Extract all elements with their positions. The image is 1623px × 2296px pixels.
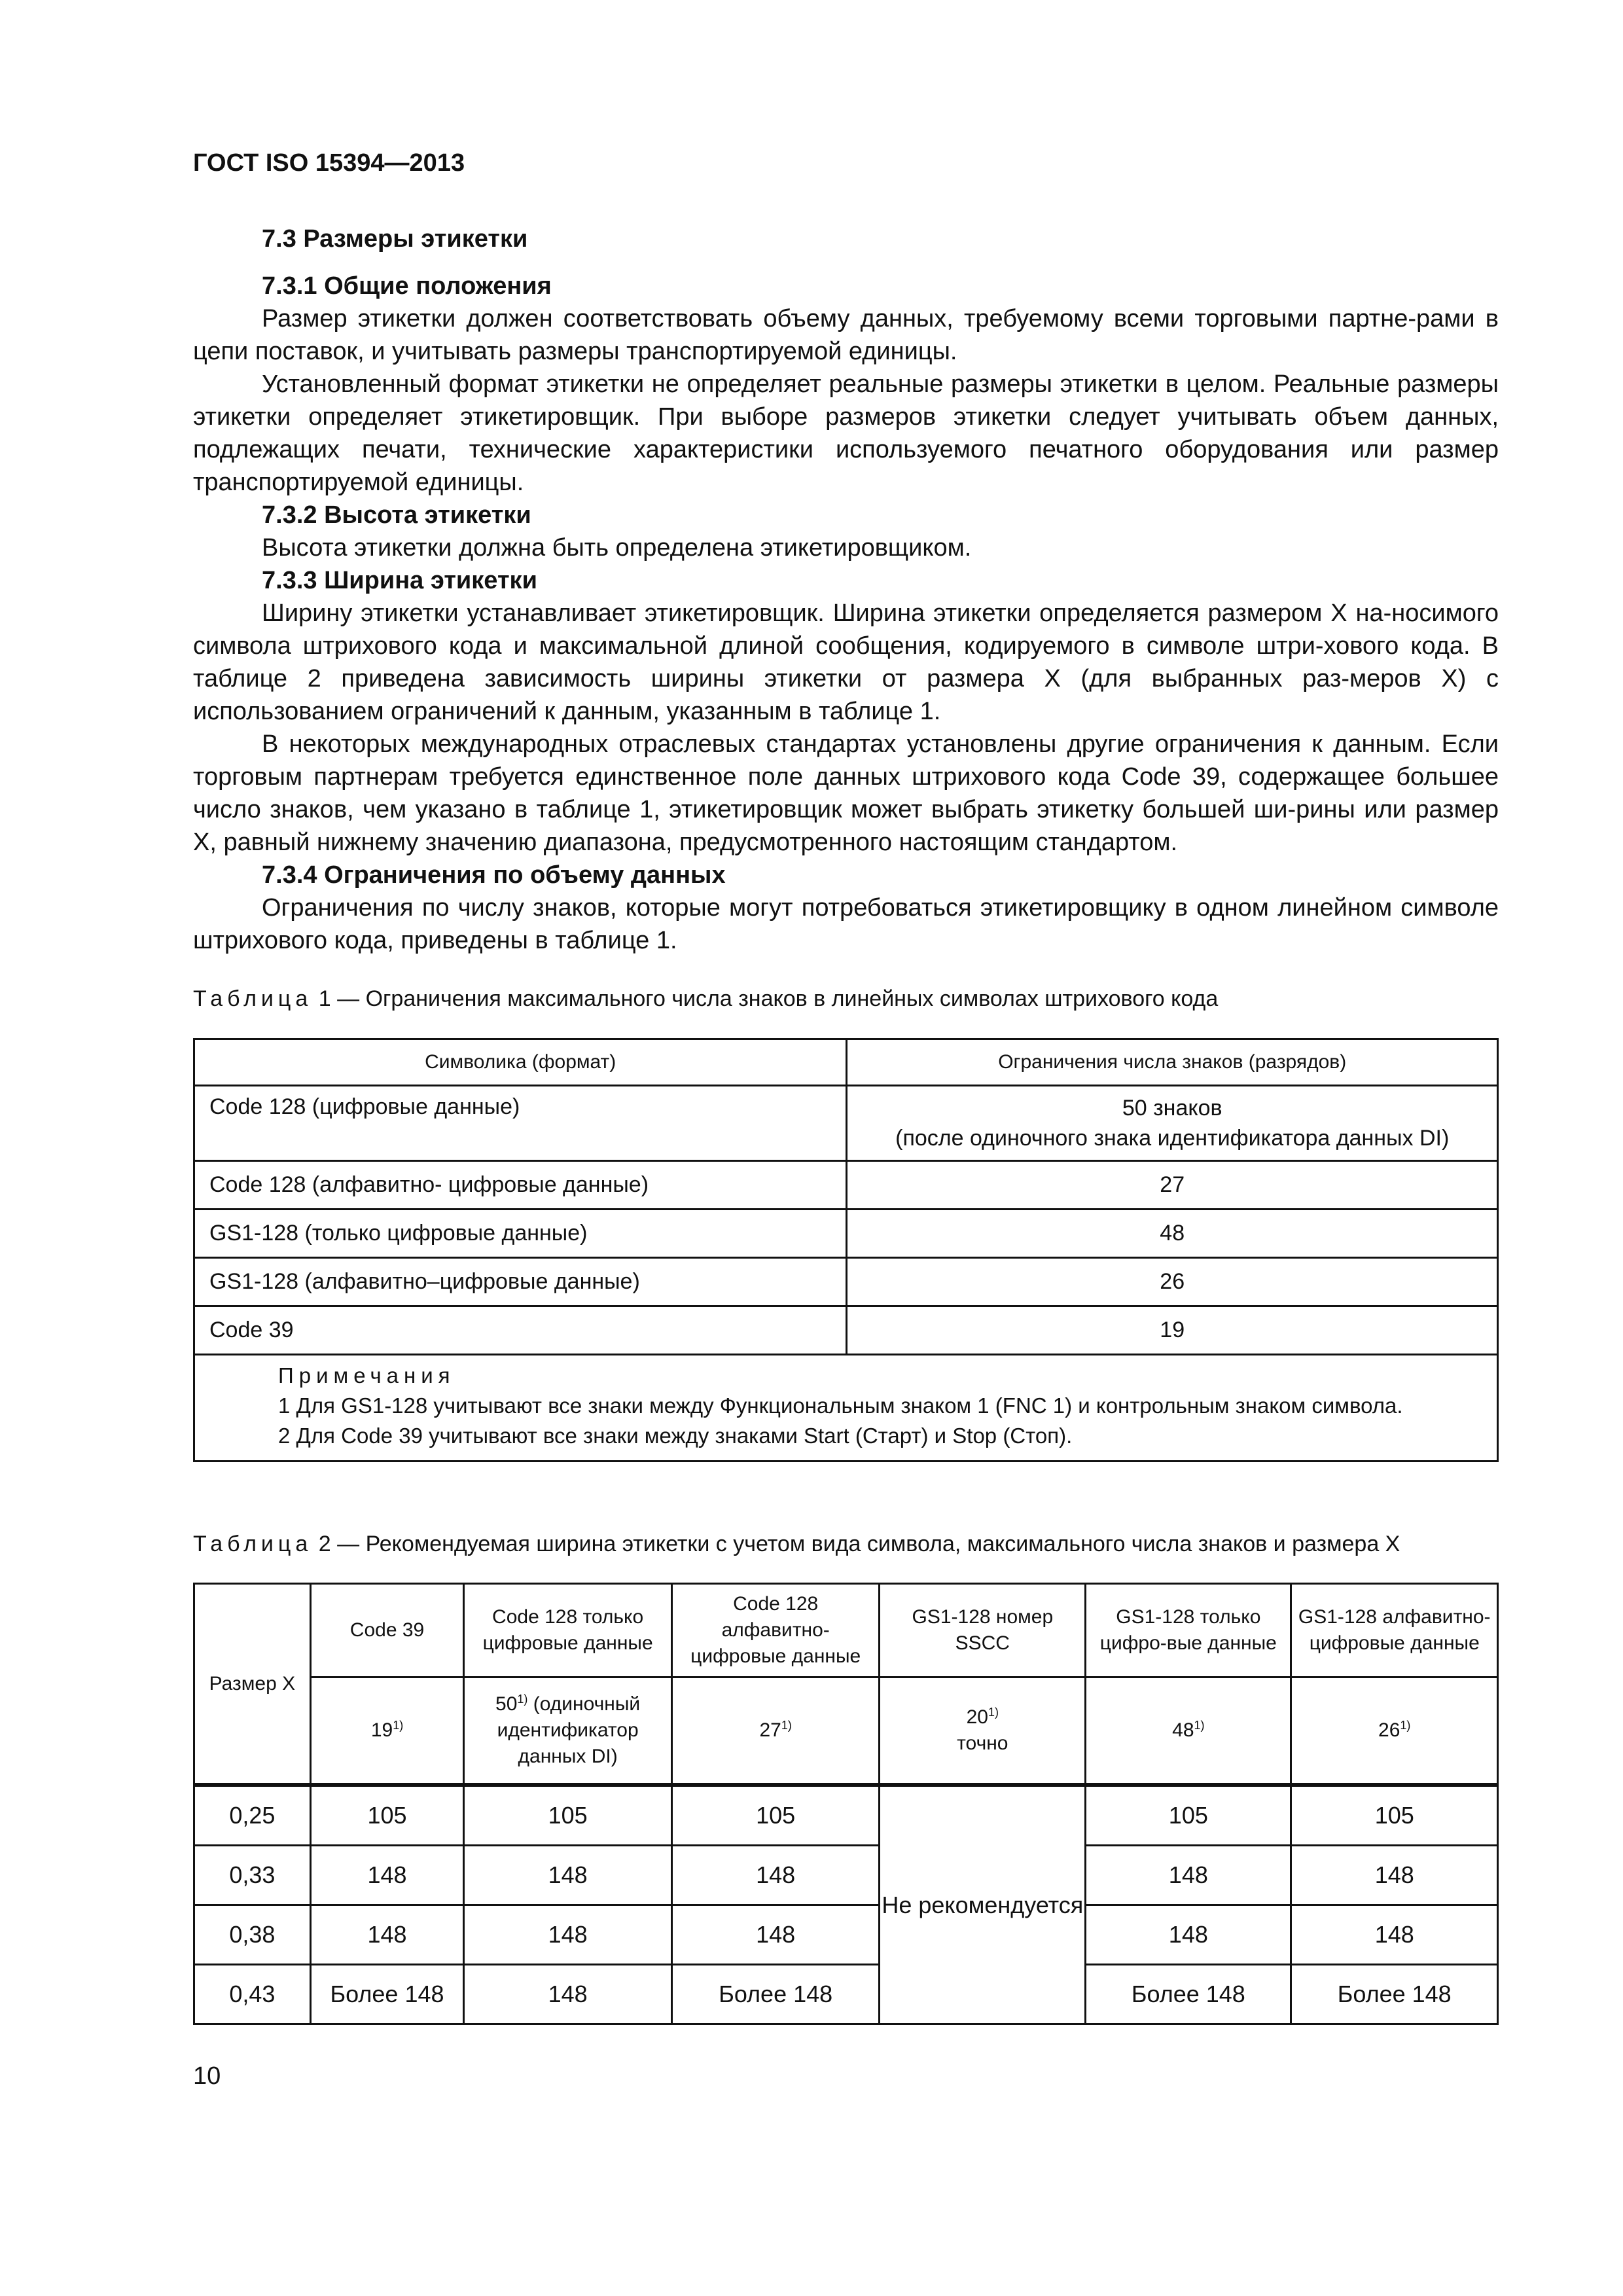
table-cell: 148: [1086, 1846, 1291, 1905]
limit-value: 26: [1378, 1719, 1400, 1741]
table-row: [194, 1905, 1498, 1965]
column-header: GS1-128 алфавитно-цифровые данные: [1291, 1584, 1498, 1677]
table-1: [193, 1038, 1499, 1462]
table-cell: 0,38: [194, 1905, 311, 1965]
note-1: 1 Для GS1-128 учитывают все знаки между Функциональным знаком 1 (FNC 1) и контрольным знаком символа.: [278, 1393, 1403, 1418]
heading-7-3-2: 7.3.2 Высота этикетки: [262, 501, 531, 529]
subheader-cell: [1291, 1677, 1498, 1785]
table-cell: Более 148: [1086, 1965, 1291, 2024]
table-notes: [194, 1355, 1498, 1462]
table-cell: 148: [1291, 1905, 1498, 1965]
subheader-cell: [1086, 1677, 1291, 1785]
footnote-mark: 1): [517, 1693, 528, 1706]
page-number: 10: [193, 2062, 221, 2090]
table-row: [194, 1086, 1498, 1161]
limit-value: 50: [495, 1693, 518, 1715]
table1-caption-text: 1 — Ограничения максимального числа знаков в линейных символах штрихового кода: [318, 986, 1219, 1011]
table-cell: 148: [464, 1846, 672, 1905]
table-cell: Code 128 (алфавитно- цифровые данные): [194, 1161, 847, 1210]
table-header-row: [194, 1584, 1498, 1677]
note-2: 2 Для Code 39 учитывают все знаки между знаками Start (Старт) и Stop (Стоп).: [278, 1424, 1073, 1448]
table1-caption: [193, 986, 1218, 1012]
column-header: Символика (формат): [194, 1039, 847, 1086]
table-cell: Более 148: [310, 1965, 464, 2024]
paragraph: В некоторых международных отраслевых стандартах установлены другие ограничения к данным. Если торговым партнерам требуется единственное поле данных штрихового кода Code 39, содержащее большее число знаков, чем указано в таблице 1, этикетировщик может выбрать этикетку большей ши-рины или размер X, равный нижнему значению диапазона, предусмотренного настоящим стандартом.: [193, 730, 1499, 856]
subheader-cell: [310, 1677, 464, 1785]
table-cell: Code 39: [194, 1306, 847, 1355]
table-cell: 148: [464, 1905, 672, 1965]
table-2: [193, 1583, 1499, 2025]
table-cell: 105: [1291, 1785, 1498, 1846]
table-cell: 26: [847, 1258, 1498, 1306]
column-header: GS1-128 только цифро-вые данные: [1086, 1584, 1291, 1677]
paragraph: Размер этикетки должен соответствовать объему данных, требуемому всеми торговыми партне-рами в цепи поставок, и учитывать размеры транспортируемой единицы.: [193, 305, 1499, 365]
cell-line: (после одиночного знака идентификатора данных DI): [895, 1126, 1450, 1151]
table-row: [194, 1965, 1498, 2024]
table-cell: GS1-128 (алфавитно–цифровые данные): [194, 1258, 847, 1306]
table2-caption-text: 2 — Рекомендуемая ширина этикетки с учетом вида символа, максимального числа знаков и размера X: [318, 1532, 1400, 1556]
document-header: ГОСТ ISO 15394—2013: [193, 149, 465, 177]
limit-value: 48: [1172, 1719, 1194, 1741]
column-header: GS1-128 номер SSCC: [880, 1584, 1086, 1677]
notes-title: Примечания: [278, 1363, 455, 1388]
table-cell: Более 148: [1291, 1965, 1498, 2024]
section-7-3-text: [193, 223, 1499, 957]
subheader-cell: [880, 1677, 1086, 1785]
footnote-mark: 1): [1194, 1719, 1205, 1732]
paragraph: Ширину этикетки устанавливает этикетировщик. Ширина этикетки определяется размером X на-носимого символа штрихового кода и максимальной длиной сообщения, кодируемого в символе штри-хового кода. В таблице 2 приведена зависимость ширины этикетки от размера X (для выбранных раз-меров X) с использованием ограничений к данным, указанным в таблице 1.: [193, 600, 1499, 725]
subheader-cell: [464, 1677, 672, 1785]
table-cell: [847, 1086, 1498, 1161]
table-cell: 148: [310, 1905, 464, 1965]
table-cell: 148: [310, 1846, 464, 1905]
not-recommended-cell: Не рекомендуется: [880, 1785, 1086, 2024]
table-cell: 105: [671, 1785, 879, 1846]
column-header: Размер X: [194, 1584, 311, 1785]
cell-line: 50 знаков: [1122, 1096, 1222, 1121]
table-row: [194, 1785, 1498, 1846]
table-cell: 105: [464, 1785, 672, 1846]
table-subheader-row: [194, 1677, 1498, 1785]
table-header-row: [194, 1039, 1498, 1086]
footnote-mark: 1): [393, 1719, 404, 1732]
limit-note: (одиночный идентификатор данных DI): [497, 1693, 641, 1767]
footnote-mark: 1): [988, 1706, 999, 1719]
subheader-cell: [671, 1677, 879, 1785]
table-cell: 27: [847, 1161, 1498, 1210]
table-cell: Более 148: [671, 1965, 879, 2024]
table2-caption: [193, 1532, 1400, 1557]
table-cell: 148: [671, 1905, 879, 1965]
table2-label: Таблица: [193, 1532, 313, 1556]
table-cell: 0,25: [194, 1785, 311, 1846]
table-cell: 0,33: [194, 1846, 311, 1905]
heading-7-3-3: 7.3.3 Ширина этикетки: [262, 567, 537, 594]
footnote-mark: 1): [781, 1719, 792, 1732]
table-cell: 105: [1086, 1785, 1291, 1846]
table-cell: 19: [847, 1306, 1498, 1355]
table-row: [194, 1161, 1498, 1210]
table-cell: GS1-128 (только цифровые данные): [194, 1210, 847, 1258]
table-row: [194, 1306, 1498, 1355]
limit-note: точно: [957, 1732, 1008, 1754]
table-cell: 148: [1291, 1846, 1498, 1905]
column-header: Code 128 алфавитно-цифровые данные: [671, 1584, 879, 1677]
paragraph: Высота этикетки должна быть определена этикетировщиком.: [262, 534, 972, 562]
table-cell: 148: [1086, 1905, 1291, 1965]
limit-value: 27: [759, 1719, 781, 1741]
table-row: [194, 1258, 1498, 1306]
table-row: [194, 1210, 1498, 1258]
heading-7-3-1: 7.3.1 Общие положения: [262, 272, 552, 300]
footnote-mark: 1): [1400, 1719, 1411, 1732]
table-row: [194, 1846, 1498, 1905]
table-cell: 48: [847, 1210, 1498, 1258]
heading-7-3-4: 7.3.4 Ограничения по объему данных: [262, 861, 726, 889]
column-header: Code 128 только цифровые данные: [464, 1584, 672, 1677]
heading-7-3: 7.3 Размеры этикетки: [262, 225, 528, 253]
table-cell: 148: [464, 1965, 672, 2024]
column-header: Ограничения числа знаков (разрядов): [847, 1039, 1498, 1086]
limit-value: 19: [370, 1719, 393, 1741]
table-notes-row: [194, 1355, 1498, 1462]
table-cell: Code 128 (цифровые данные): [194, 1086, 847, 1161]
paragraph: Установленный формат этикетки не определяет реальные размеры этикетки в целом. Реальные размеры этикетки определяет этикетировщик. При выборе размеров этикетки следует учитывать объем данных, подлежащих печати, технические характеристики используемого печатного оборудования или размер транспортируемой единицы.: [193, 370, 1499, 496]
paragraph: Ограничения по числу знаков, которые могут потребоваться этикетировщику в одном линейном символе штрихового кода, приведены в таблице 1.: [193, 894, 1499, 954]
table-cell: 148: [671, 1846, 879, 1905]
limit-value: 20: [966, 1706, 988, 1728]
table-cell: 0,43: [194, 1965, 311, 2024]
table-cell: 105: [310, 1785, 464, 1846]
table1-label: Таблица: [193, 986, 313, 1011]
column-header: Code 39: [310, 1584, 464, 1677]
